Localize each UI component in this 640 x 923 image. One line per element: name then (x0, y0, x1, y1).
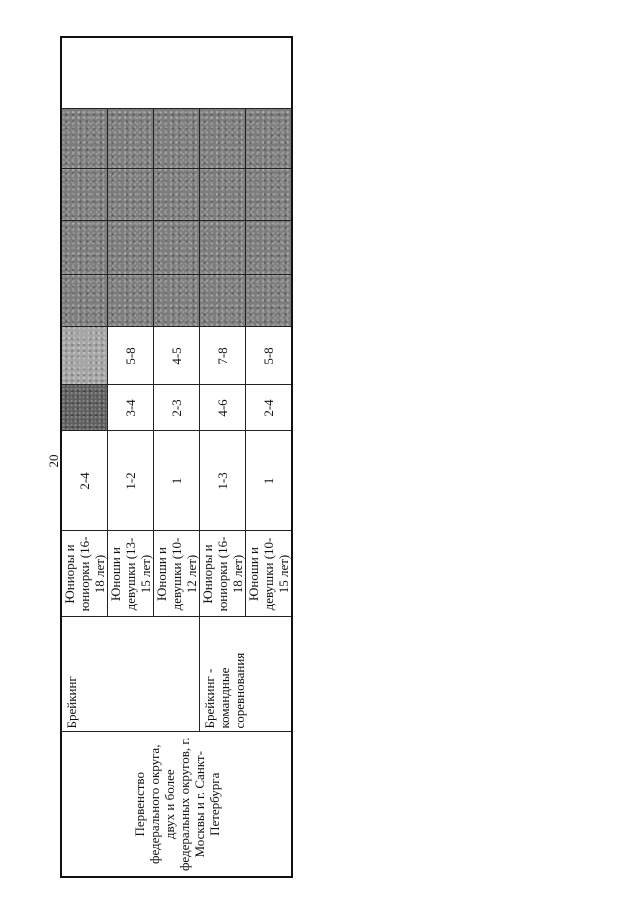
place-cell: 4-5 (154, 327, 200, 385)
table-row (61, 37, 108, 877)
shaded-cell (61, 275, 108, 327)
shaded-cell (61, 327, 108, 385)
shaded-cell (200, 169, 246, 221)
place-cell: 1-3 (200, 431, 246, 531)
shaded-cell (108, 169, 154, 221)
age-group-cell: Юниоры и юниорки (16-18 лет) (61, 531, 108, 617)
results-table (60, 36, 293, 878)
page-number: 20 (46, 454, 61, 468)
age-group-cell: Юноши и девушки (13-15 лет) (108, 531, 154, 617)
place-cell: 1 (246, 431, 293, 531)
place-cell: 2-3 (154, 385, 200, 431)
shaded-cell (200, 221, 246, 275)
shaded-cell (200, 109, 246, 169)
table-rotation-frame (60, 38, 291, 878)
place-cell: 2-4 (61, 431, 108, 531)
shaded-cell (200, 275, 246, 327)
shaded-cell (154, 221, 200, 275)
place-cell: 1 (154, 431, 200, 531)
shaded-cell (61, 385, 108, 431)
place-cell: 7-8 (200, 327, 246, 385)
place-cell: 2-4 (246, 385, 293, 431)
place-cell: 4-6 (200, 385, 246, 431)
age-group-cell: Юноши и девушки (10-12 лет) (154, 531, 200, 617)
shaded-cell (246, 221, 293, 275)
shaded-cell (154, 275, 200, 327)
shaded-cell (154, 109, 200, 169)
shaded-cell (246, 275, 293, 327)
place-cell: 5-8 (108, 327, 154, 385)
shaded-cell (108, 221, 154, 275)
shaded-cell (61, 221, 108, 275)
table-wrapper (60, 38, 291, 878)
shaded-cell (246, 169, 293, 221)
place-cell: 5-8 (246, 327, 293, 385)
age-group-cell: Юниоры и юниорки (16-18 лет) (200, 531, 246, 617)
shaded-cell (61, 109, 108, 169)
place-cell: 1-2 (108, 431, 154, 531)
shaded-cell (108, 275, 154, 327)
shaded-cell (154, 169, 200, 221)
shaded-cell (246, 109, 293, 169)
shaded-cell (108, 109, 154, 169)
competition-cell: Первенство федерального округа, двух и более федеральных округов, г. Москвы и г. Санкт-Петербурга (61, 732, 292, 877)
age-group-cell: Юноши и девушки (10-15 лет) (246, 531, 293, 617)
shaded-cell (61, 169, 108, 221)
discipline-cell: Брейкинг - командные соревнования (200, 617, 293, 732)
place-cell: 3-4 (108, 385, 154, 431)
discipline-cell: Брейкинг (61, 617, 200, 732)
